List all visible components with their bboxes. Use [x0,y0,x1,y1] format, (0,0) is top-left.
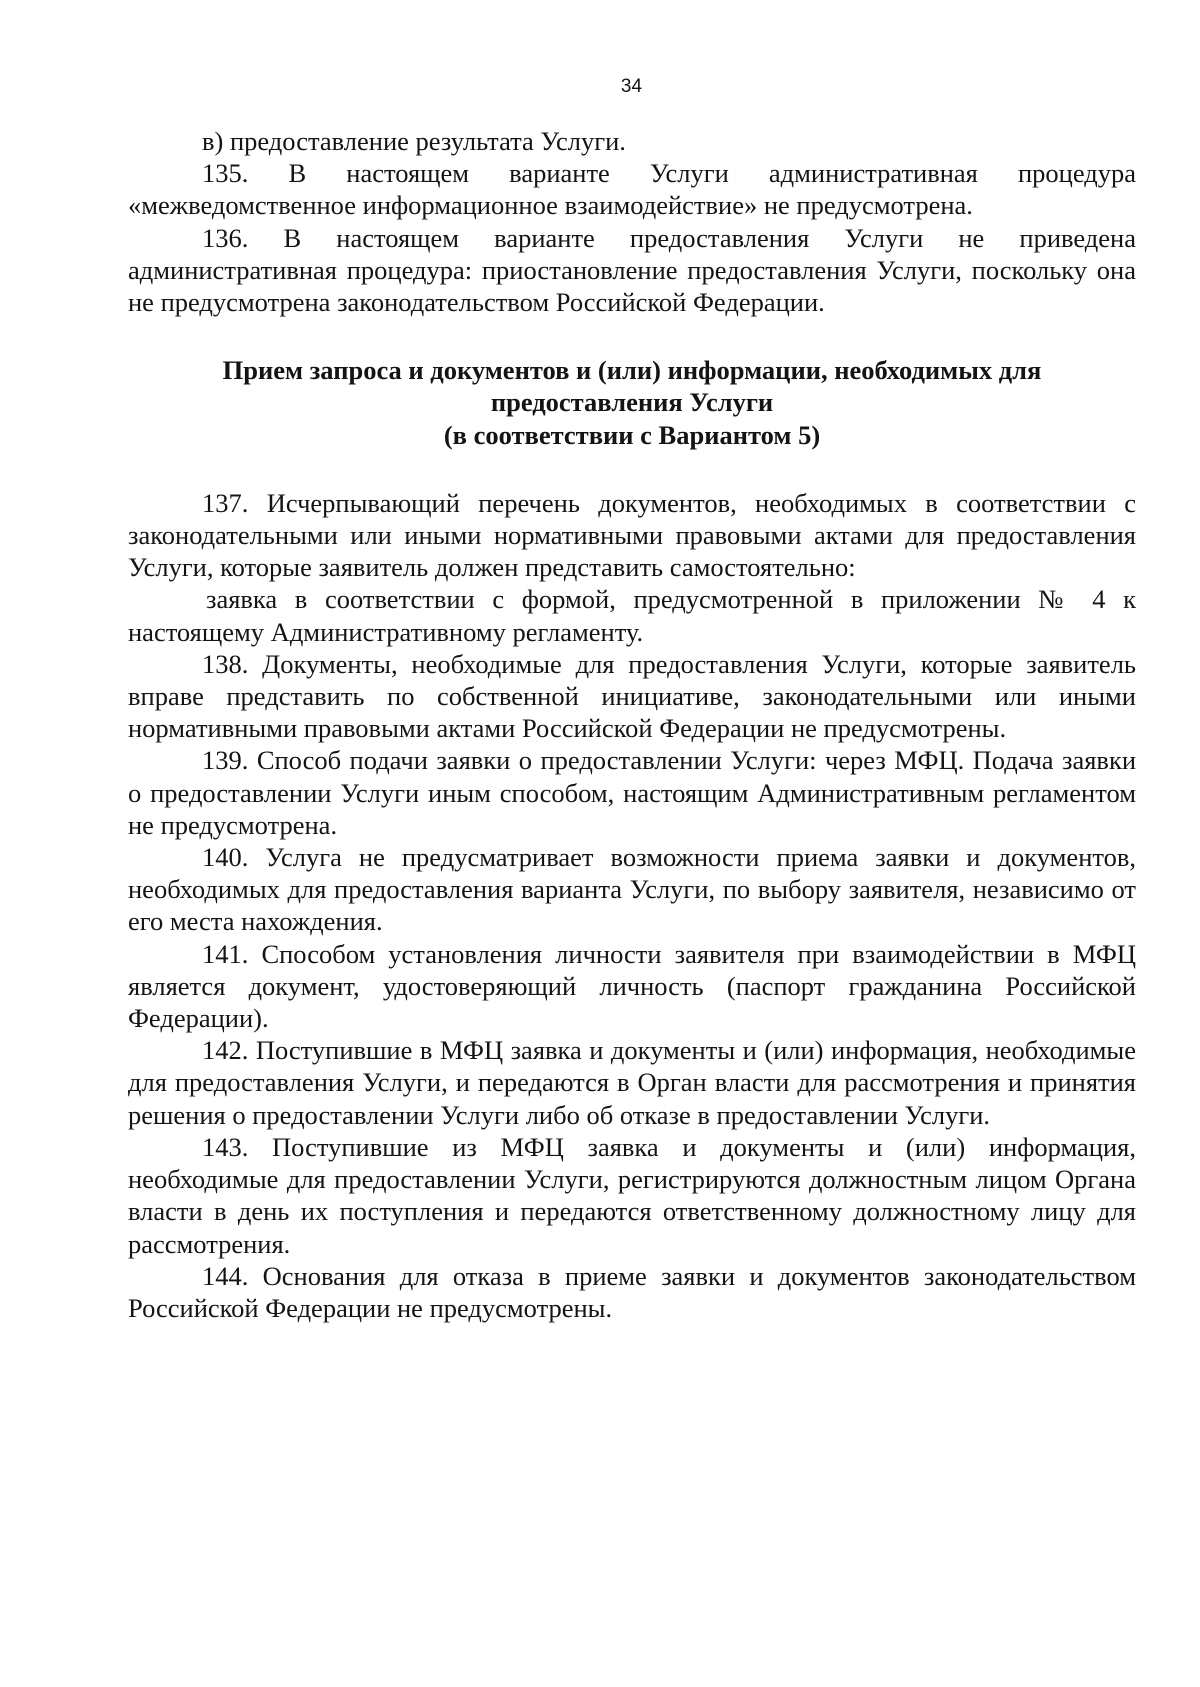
section-heading [128,354,1136,451]
paragraph-138: 138. Документы, необходимые для предоставления Услуги, которые заявитель вправе представить по собственной инициативе, законодательными или иными нормативными правовыми актами Российской Федерации не предусмотрены. [128,648,1136,744]
section-heading-line-2: предоставления Услуги [490,387,774,418]
paragraph-141: 141. Способом установления личности заявителя при взаимодействии в МФЦ является документ, удостоверяющий личность (паспорт гражданина Российской Федерации). [128,938,1136,1034]
page-number: 34 [620,76,643,97]
paragraph-144: 144. Основания для отказа в приеме заявки и документов законодательством Российской Федерации не предусмотрены. [128,1260,1136,1323]
section-heading-line-1: Прием запроса и документов и (или) информации, необходимых для [222,355,1042,386]
section-heading-line-3: (в соответствии с Вариантом 5) [443,419,821,450]
paragraph-139: 139. Способ подачи заявки о предоставлении Услуги: через МФЦ. Подача заявки о предоставлении Услуги иным способом, настоящим Административным регламентом не предусмотрена. [128,745,1136,840]
paragraph-result: в) предоставление результата Услуги. [202,126,626,156]
paragraph-135: 135. В настоящем варианте Услуги административная процедура «межведомственное информационное взаимодействие» не предусмотрена. [128,158,1136,221]
paragraph-143: 143. Поступившие из МФЦ заявка и документы и (или) информация, необходимые для предоставлении Услуги, регистрируются должностным лицом Органа власти в день их поступления и передаются ответственному должностному лицу для рассмотрения. [128,1131,1136,1259]
paragraph-137-item: заявка в соответствии с формой, предусмотренной в приложении № 4 к настоящему Административному регламенту. [128,584,1136,647]
paragraph-136: 136. В настоящем варианте предоставления Услуги не приведена административная процедура: приостановление предоставления Услуги, поскольку она не предусмотрена законодательством Российской Федерации. [128,222,1136,318]
paragraph-140: 140. Услуга не предусматривает возможности приема заявки и документов, необходимых для предоставления варианта Услуги, по выбору заявителя, независимо от его места нахождения. [128,842,1136,937]
paragraph-137: 137. Исчерпывающий перечень документов, необходимых в соответствии с законодательными или иными нормативными правовыми актами для предоставления Услуги, которые заявитель должен представить самостоятельно: [128,487,1136,583]
paragraph-142: 142. Поступившие в МФЦ заявка и документы и (или) информация, необходимые для предоставления Услуги, и передаются в Орган власти для рассмотрения и принятия решения о предоставлении Услуги либо об отказе в предоставлении Услуги. [128,1035,1136,1130]
document-body [128,125,1136,1324]
